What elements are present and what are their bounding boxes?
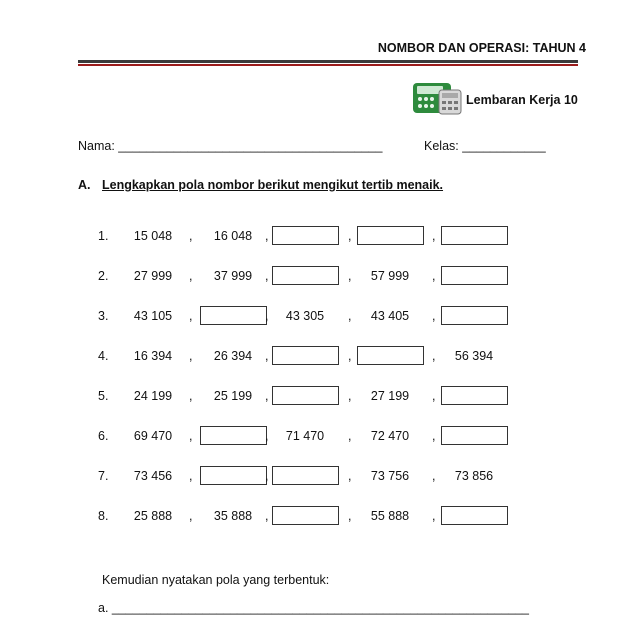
separator-comma: , xyxy=(265,509,269,523)
pattern-row xyxy=(0,266,638,288)
answer-box[interactable] xyxy=(200,466,267,485)
pattern-value: 25 888 xyxy=(133,509,173,523)
section-letter: A. xyxy=(78,178,91,192)
answer-box[interactable] xyxy=(441,266,508,285)
pattern-value: 15 048 xyxy=(133,229,173,243)
separator-comma: , xyxy=(189,429,193,443)
pattern-value: 73 456 xyxy=(133,469,173,483)
pattern-row xyxy=(0,346,638,368)
pattern-value: 27 999 xyxy=(133,269,173,283)
separator-comma: , xyxy=(432,229,436,243)
separator-comma: , xyxy=(265,429,269,443)
header-title: NOMBOR DAN OPERASI: TAHUN 4 xyxy=(377,41,586,55)
answer-box[interactable] xyxy=(200,426,267,445)
separator-comma: , xyxy=(348,389,352,403)
answer-box[interactable] xyxy=(441,386,508,405)
pattern-value: 26 394 xyxy=(213,349,253,363)
pattern-value: 56 394 xyxy=(454,349,494,363)
row-number: 4. xyxy=(98,349,109,363)
pattern-value: 25 199 xyxy=(213,389,253,403)
separator-comma: , xyxy=(265,469,269,483)
separator-comma: , xyxy=(432,469,436,483)
name-label: Nama xyxy=(78,139,112,153)
separator-comma: , xyxy=(348,509,352,523)
header-rule-dark xyxy=(78,60,578,63)
row-number: 7. xyxy=(98,469,109,483)
section-instruction: Lengkapkan pola nombor berikut mengikut tertib menaik. xyxy=(102,178,444,192)
pattern-value: 73 756 xyxy=(370,469,410,483)
separator-comma: , xyxy=(432,389,436,403)
name-blank: : ______________________________________ xyxy=(111,139,383,153)
pattern-row xyxy=(0,466,638,488)
separator-comma: , xyxy=(265,349,269,363)
answer-box[interactable] xyxy=(200,306,267,325)
pattern-value: 43 405 xyxy=(370,309,410,323)
separator-comma: , xyxy=(348,229,352,243)
separator-comma: , xyxy=(189,349,193,363)
row-number: 2. xyxy=(98,269,109,283)
name-field[interactable] xyxy=(78,139,382,153)
separator-comma: , xyxy=(348,269,352,283)
answer-box[interactable] xyxy=(441,506,508,525)
answer-box[interactable] xyxy=(272,386,339,405)
answer-box[interactable] xyxy=(272,466,339,485)
separator-comma: , xyxy=(265,389,269,403)
calculator-icon xyxy=(411,80,463,116)
pattern-value: 57 999 xyxy=(370,269,410,283)
separator-comma: , xyxy=(265,309,269,323)
separator-comma: , xyxy=(348,309,352,323)
class-label: Kelas xyxy=(424,139,456,153)
separator-comma: , xyxy=(432,509,436,523)
answer-box[interactable] xyxy=(272,506,339,525)
class-blank: : ____________ xyxy=(455,139,546,153)
row-number: 8. xyxy=(98,509,109,523)
answer-box[interactable] xyxy=(441,226,508,245)
separator-comma: , xyxy=(265,229,269,243)
separator-comma: , xyxy=(265,269,269,283)
worksheet-label: Lembaran Kerja 10 xyxy=(466,93,578,107)
followup-instruction: Kemudian nyatakan pola yang terbentuk: xyxy=(102,573,330,587)
separator-comma: , xyxy=(189,389,193,403)
pattern-row xyxy=(0,506,638,528)
class-field[interactable] xyxy=(424,139,546,153)
pattern-value: 43 105 xyxy=(133,309,173,323)
pattern-value: 69 470 xyxy=(133,429,173,443)
pattern-value: 24 199 xyxy=(133,389,173,403)
pattern-value: 73 856 xyxy=(454,469,494,483)
separator-comma: , xyxy=(432,309,436,323)
separator-comma: , xyxy=(189,309,193,323)
header-rule-red xyxy=(78,64,578,66)
row-number: 1. xyxy=(98,229,109,243)
pattern-value: 37 999 xyxy=(213,269,253,283)
pattern-row xyxy=(0,226,638,248)
pattern-row xyxy=(0,306,638,328)
pattern-value: 71 470 xyxy=(285,429,325,443)
pattern-value: 27 199 xyxy=(370,389,410,403)
separator-comma: , xyxy=(189,269,193,283)
answer-box[interactable] xyxy=(272,226,339,245)
pattern-row xyxy=(0,386,638,408)
separator-comma: , xyxy=(432,429,436,443)
answer-box[interactable] xyxy=(441,306,508,325)
pattern-value: 16 394 xyxy=(133,349,173,363)
answer-box[interactable] xyxy=(272,346,339,365)
separator-comma: , xyxy=(348,429,352,443)
answer-box[interactable] xyxy=(441,426,508,445)
separator-comma: , xyxy=(432,269,436,283)
pattern-value: 55 888 xyxy=(370,509,410,523)
pattern-value: 72 470 xyxy=(370,429,410,443)
separator-comma: , xyxy=(189,229,193,243)
separator-comma: , xyxy=(189,469,193,483)
answer-box[interactable] xyxy=(272,266,339,285)
pattern-row xyxy=(0,426,638,448)
separator-comma: , xyxy=(432,349,436,363)
answer-box[interactable] xyxy=(357,346,424,365)
pattern-value: 16 048 xyxy=(213,229,253,243)
row-number: 3. xyxy=(98,309,109,323)
answer-line-a[interactable]: a. ____________________________________________________________ xyxy=(98,601,530,615)
row-number: 5. xyxy=(98,389,109,403)
pattern-value: 35 888 xyxy=(213,509,253,523)
separator-comma: , xyxy=(348,469,352,483)
pattern-value: 43 305 xyxy=(285,309,325,323)
answer-box[interactable] xyxy=(357,226,424,245)
row-number: 6. xyxy=(98,429,109,443)
separator-comma: , xyxy=(348,349,352,363)
separator-comma: , xyxy=(189,509,193,523)
